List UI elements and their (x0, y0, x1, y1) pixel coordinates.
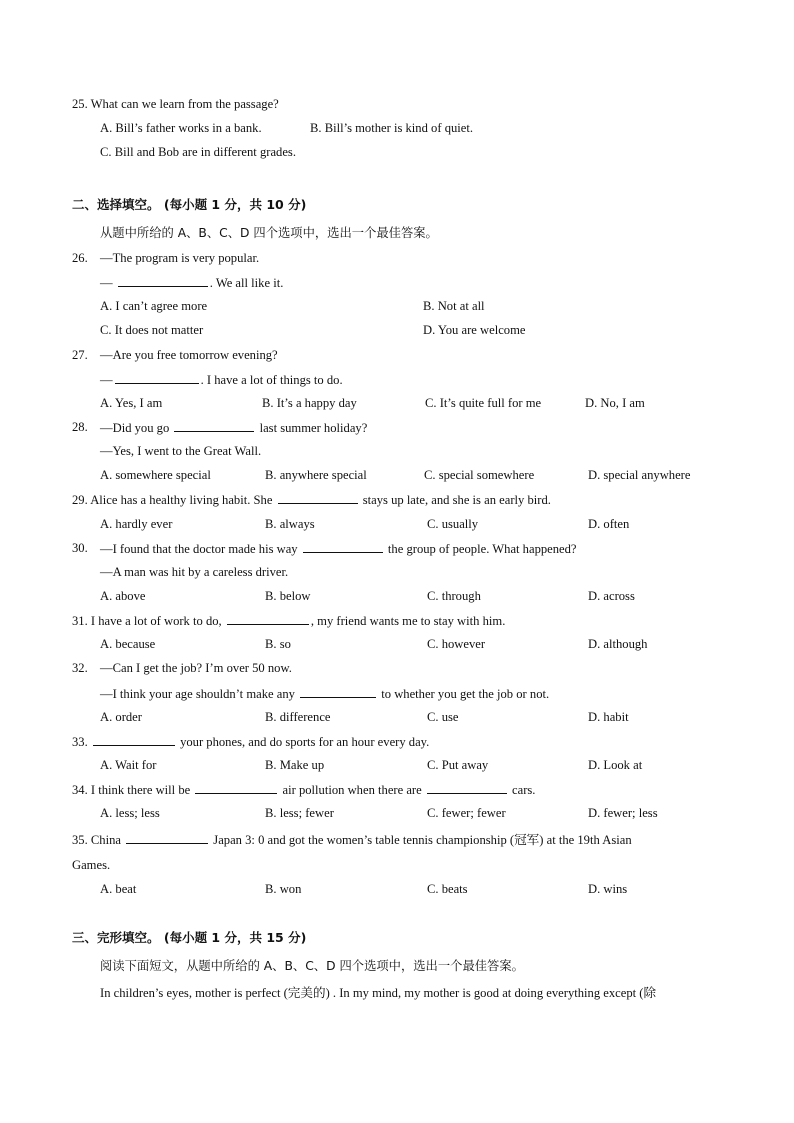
q35-line1-head: 35. China (72, 833, 121, 847)
q28-option-b: B. anywhere special (265, 468, 367, 482)
q34-stem-head: 34. I think there will be (72, 783, 191, 797)
q30-line1-head: —I found that the doctor made his way (100, 542, 298, 556)
q29-stem-tail: stays up late, and she is an early bird. (362, 493, 551, 507)
q28-line2: —Yes, I went to the Great Wall. (100, 444, 262, 458)
q30-option-b: B. below (265, 589, 311, 603)
q26-number: 26. (72, 251, 88, 265)
q26-answer-blank (118, 274, 208, 287)
q26-line2-dash: — (100, 276, 113, 290)
section2-instruction: 从题中所给的 A、B、C、D 四个选项中，选出一个最佳答案。 (100, 226, 438, 240)
q30-line2: —A man was hit by a careless driver. (100, 565, 289, 579)
q32-option-a: A. order (100, 710, 142, 724)
q33-answer-blank (93, 733, 175, 746)
q34-stem-middle: air pollution when there are (282, 783, 422, 797)
q32-option-c: C. use (427, 710, 459, 724)
q33-stem (72, 733, 429, 750)
q29-option-a: A. hardly ever (100, 517, 173, 531)
q34-option-d: D. fewer; less (588, 806, 658, 820)
q29-option-c: C. usually (427, 517, 479, 531)
q25-option-b: B. Bill’s mother is kind of quiet. (310, 121, 474, 135)
q35-line2: Games. (72, 858, 111, 872)
section2-title: 二、选择填空。 (每小题 1 分，共 10 分) (72, 197, 307, 212)
q33-option-c: C. Put away (427, 758, 489, 772)
q34-answer-blank-1 (195, 781, 277, 794)
q31-stem-tail: , my friend wants me to stay with him. (310, 614, 506, 628)
q28-option-a: A. somewhere special (100, 468, 211, 482)
q28-line1 (100, 419, 367, 436)
q29-answer-blank (278, 491, 358, 504)
q29-option-d: D. often (588, 517, 630, 531)
q26-line2-tail: . We all like it. (209, 276, 284, 290)
q35-option-d: D. wins (588, 882, 628, 896)
q32-line2-head: —I think your age shouldn’t make any (100, 687, 295, 701)
q31-stem-head: 31. I have a lot of work to do, (72, 614, 222, 628)
q28-option-c: C. special somewhere (424, 468, 535, 482)
q28-option-d: D. special anywhere (588, 468, 691, 482)
q35-option-b: B. won (265, 882, 302, 896)
section3-instruction: 阅读下面短文，从题中所给的 A、B、C、D 四个选项中，选出一个最佳答案。 (100, 959, 524, 973)
q25-option-a: A. Bill’s father works in a bank. (100, 121, 262, 135)
q27-option-b: B. It’s a happy day (262, 396, 357, 410)
q32-number: 32. (72, 661, 88, 675)
q29-option-b: B. always (265, 517, 315, 531)
q33-option-a: A. Wait for (100, 758, 157, 772)
q26-option-b: B. Not at all (423, 299, 485, 313)
q33-option-d: D. Look at (588, 758, 643, 772)
q26-line2 (100, 274, 283, 291)
section3-passage-line1: In children’s eyes, mother is perfect (完美的) . In my mind, my mother is good at doing everything except (除 (100, 986, 657, 1000)
q34-stem-tail: cars. (512, 783, 536, 797)
q28-number: 28. (72, 420, 88, 434)
q31-stem (72, 612, 505, 629)
q28-line1-tail: last summer holiday? (259, 421, 368, 435)
q28-line1-head: —Did you go (100, 421, 170, 435)
q32-answer-blank (300, 685, 376, 698)
q32-line1: —Can I get the job? I’m over 50 now. (100, 661, 292, 675)
q30-line1 (100, 540, 577, 557)
q29-stem (72, 491, 551, 508)
q34-option-a: A. less; less (100, 806, 160, 820)
q32-line2 (100, 685, 549, 702)
q32-option-d: D. habit (588, 710, 629, 724)
q33-stem-tail: your phones, and do sports for an hour every day. (180, 735, 430, 749)
q27-line1: —Are you free tomorrow evening? (100, 348, 278, 362)
q34-option-c: C. fewer; fewer (427, 806, 506, 820)
q32-line2-tail: to whether you get the job or not. (381, 687, 550, 701)
q34-option-b: B. less; fewer (265, 806, 334, 820)
q28-answer-blank (174, 419, 254, 432)
q31-option-a: A. because (100, 637, 156, 651)
q31-answer-blank (227, 612, 309, 625)
q25-option-c: C. Bill and Bob are in different grades. (100, 145, 296, 159)
q27-line2-tail: . I have a lot of things to do. (200, 373, 343, 387)
q27-option-c: C. It’s quite full for me (425, 396, 542, 410)
q29-stem-head: 29. Alice has a healthy living habit. She (72, 493, 273, 507)
q30-number: 30. (72, 541, 88, 555)
q30-option-d: D. across (588, 589, 635, 603)
q32-option-b: B. difference (265, 710, 331, 724)
q35-option-c: C. beats (427, 882, 468, 896)
q27-line2-dash: — (100, 373, 113, 387)
q30-option-a: A. above (100, 589, 146, 603)
section3-title: 三、完形填空。 (每小题 1 分，共 15 分) (72, 930, 307, 945)
q26-option-c: C. It does not matter (100, 323, 204, 337)
q35-answer-blank (126, 831, 208, 844)
q35-line1 (72, 831, 632, 848)
q30-line1-tail: the group of people. What happened? (387, 542, 577, 556)
q31-option-c: C. however (427, 637, 486, 651)
q30-answer-blank (303, 540, 383, 553)
q34-stem (72, 781, 535, 798)
q25-stem: 25. What can we learn from the passage? (72, 97, 279, 111)
q34-answer-blank-2 (427, 781, 507, 794)
q35-option-a: A. beat (100, 882, 137, 896)
q27-option-d: D. No, I am (585, 396, 645, 410)
q30-option-c: C. through (427, 589, 481, 603)
q31-option-b: B. so (265, 637, 291, 651)
q33-stem-head: 33. (72, 735, 88, 749)
q26-option-d: D. You are welcome (423, 323, 526, 337)
q27-option-a: A. Yes, I am (100, 396, 163, 410)
q27-line2 (100, 371, 343, 388)
q35-line1-tail: Japan 3: 0 and got the women’s table tennis championship (冠军) at the 19th Asian (213, 833, 632, 847)
q27-answer-blank (115, 371, 199, 384)
q26-option-a: A. I can’t agree more (100, 299, 208, 313)
q33-option-b: B. Make up (265, 758, 325, 772)
q27-number: 27. (72, 348, 88, 362)
q26-line1: —The program is very popular. (100, 251, 260, 265)
q31-option-d: D. although (588, 637, 648, 651)
